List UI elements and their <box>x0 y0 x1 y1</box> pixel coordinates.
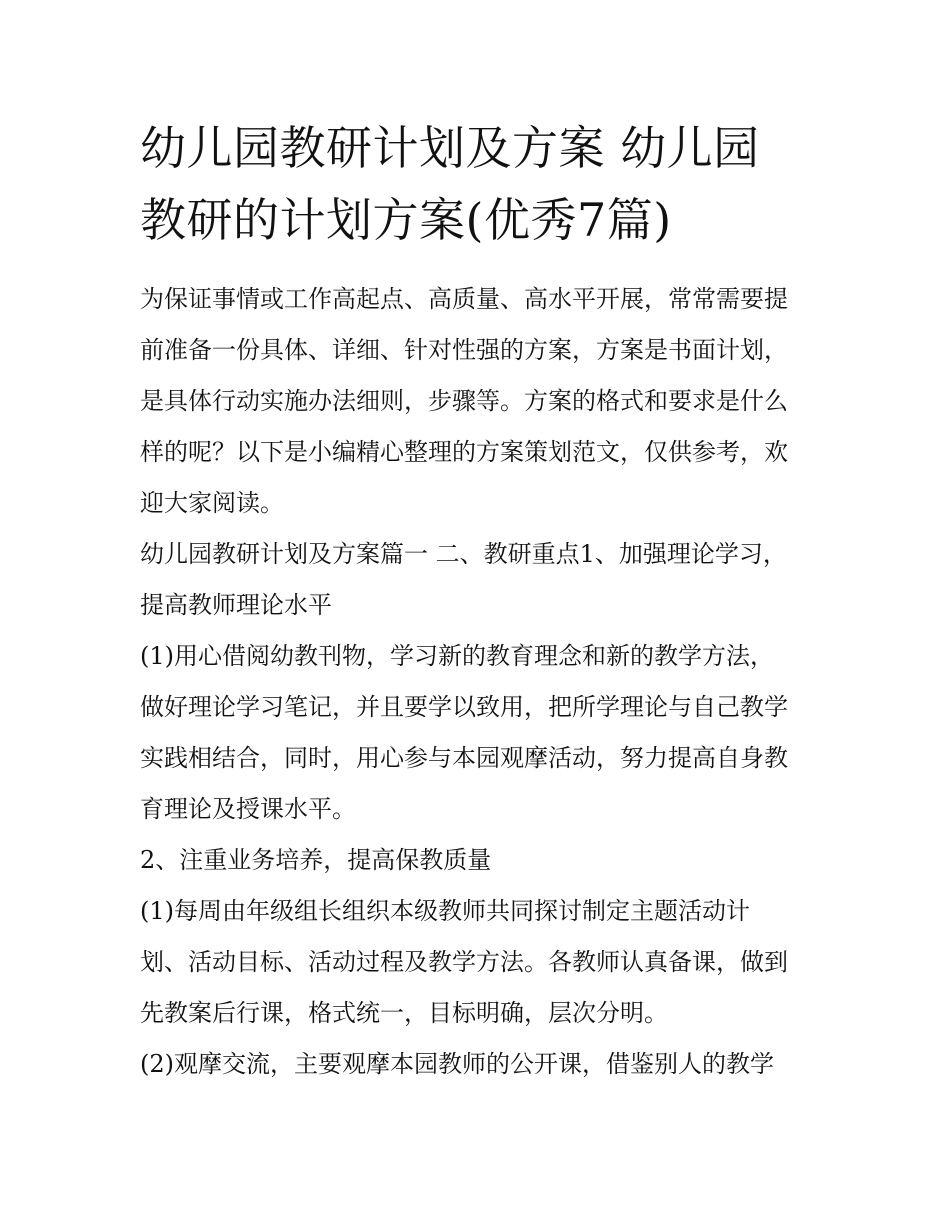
text-line: 先教案后行课，格式统一，目标明确，层次分明。 <box>140 999 668 1027</box>
intro-paragraph <box>140 274 820 529</box>
section-heading-paragraph <box>140 529 820 631</box>
text-line: (1)每周由年级组长组织本级教师共同探讨制定主题活动计 <box>140 897 750 925</box>
document-title <box>140 112 820 256</box>
planning-paragraph <box>140 886 820 1039</box>
text-line: (1)用心借阅幼教刊物，学习新的教育理念和新的教学方法， <box>140 642 774 670</box>
text-line: (2)观摩交流，主要观摩本园教师的公开课，借鉴别人的教学 <box>140 1050 774 1078</box>
text-line: 样的呢？以下是小编精心整理的方案策划范文，仅供参考，欢 <box>140 438 788 466</box>
document-body <box>140 112 820 1090</box>
text-line: 育理论及授课水平。 <box>140 795 356 823</box>
text-line: 前准备一份具体、详细、针对性强的方案，方案是书面计划， <box>140 336 788 364</box>
text-line: 为保证事情或工作高起点、高质量、高水平开展，常常需要提 <box>140 285 788 313</box>
theory-study-paragraph <box>140 631 820 835</box>
text-line: 是具体行动实施办法细则，步骤等。方案的格式和要求是什么 <box>140 387 788 415</box>
text-line: 做好理论学习笔记，并且要学以致用，把所学理论与自己教学 <box>140 693 788 721</box>
text-line: 实践相结合，同时，用心参与本园观摩活动，努力提高自身教 <box>140 744 788 772</box>
subsection-heading <box>140 835 820 886</box>
text-line: 划、活动目标、活动过程及教学方法。各教师认真备课，做到 <box>140 948 788 976</box>
title-line: 幼儿园教研计划及方案 幼儿园 <box>140 121 760 175</box>
text-line: 2、注重业务培养，提高保教质量 <box>140 846 492 874</box>
text-line: 迎大家阅读。 <box>140 489 284 517</box>
title-line: 教研的计划方案(优秀7篇) <box>140 193 672 247</box>
text-line: 提高教师理论水平 <box>140 591 332 619</box>
observation-paragraph <box>140 1039 820 1090</box>
text-line: 幼儿园教研计划及方案篇一 二、教研重点1、加强理论学习， <box>140 540 787 568</box>
